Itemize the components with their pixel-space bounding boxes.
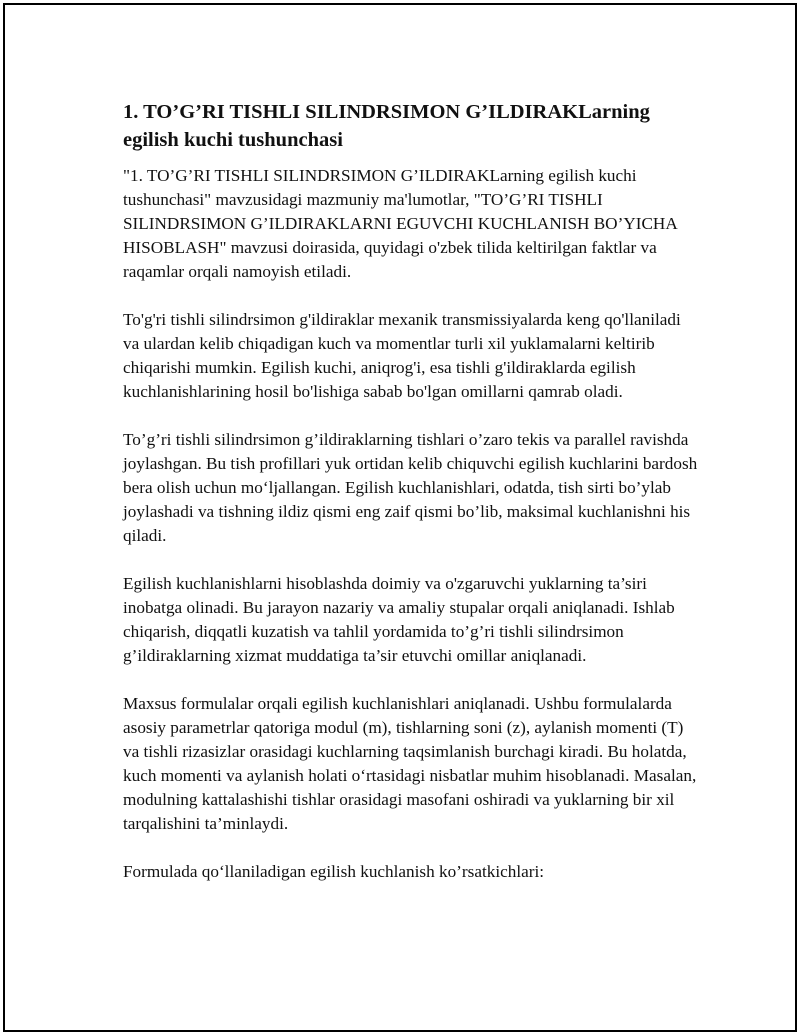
paragraph-intro: "1. TO’G’RI TISHLI SILINDRSIMON G’ILDIRAKLarning egilish kuchi tushunchasi" mavzusidagi mazmuniy ma'lumotlar, "TO’G’RI TISHLI SILINDRSIMON G’ILDIRAKLARNI EGUVCHI KUCHLANISH BO’YICHA HISOBLASH" mavzusi doirasida, quyidagi o'zbek tilida keltirilgan faktlar va raqamlar orqali namoyish etiladi. [123, 166, 677, 281]
paragraph-tooth-profile: To’g’ri tishli silindrsimon g’ildiraklarning tishlari o’zaro tekis va parallel ravishda joylashgan. Bu tish profillari yuk ortidan kelib chiquvchi egilish kuchlarini bardosh bera olish uchun mo‘ljallangan. Egilish kuchlanishlari, odatda, tish sirti bo’ylab joylashadi va tishning ildiz qismi eng zaif qismi bo’lib, maksimal kuchlanishni his qiladi. [123, 430, 698, 545]
paragraph-gear-overview: To'g'ri tishli silindrsimon g'ildiraklar mexanik transmissiyalarda keng qo'llaniladi va ulardan kelib chiqadigan kuch va momentlar turli xil yuklamalarni keltirib chiqarishi mumkin. Egilish kuchi, aniqrog'i, esa tishli g'ildiraklarda egilish kuchlanishlarining hosil bo'lishiga sabab bo'lgan omillarni qamrab oladi. [123, 310, 681, 401]
paragraph-formulas: Maxsus formulalar orqali egilish kuchlanishlari aniqlanadi. Ushbu formulalarda asosiy parametrlar qatoriga modul (m), tishlarning soni (z), aylanish momenti (T) va tishli rizasizlar orasidagi kuchlarning taqsimlanish burchagi kiradi. Bu holatda, kuch momenti va aylanish holati o‘rtasidagi nisbatlar muhim hisoblanadi. Masalan, modulning kattalashishi tishlar orasidagi masofani oshiradi va yuklarning bir xil tarqalishini ta’minlaydi. [123, 694, 697, 833]
document-body [123, 98, 698, 908]
paragraph-stress-calculation: Egilish kuchlanishlarni hisoblashda doimiy va o'zgaruvchi yuklarning ta’siri inobatga olinadi. Bu jarayon nazariy va amaliy stupalar orqali aniqlanadi. Ishlab chiqarish, diqqatli kuzatish va tahlil yordamida to’g’ri tishli silindrsimon g’ildiraklarning xizmat muddatiga ta’sir etuvchi omillar aniqlanadi. [123, 574, 675, 665]
page-frame [3, 3, 797, 1032]
paragraph-indicators-heading: Formulada qo‘llaniladigan egilish kuchlanish ko’rsatkichlari: [123, 862, 544, 881]
document-title: 1. TO’G’RI TISHLI SILINDRSIMON G’ILDIRAKLarning egilish kuchi tushunchasi [123, 101, 650, 151]
